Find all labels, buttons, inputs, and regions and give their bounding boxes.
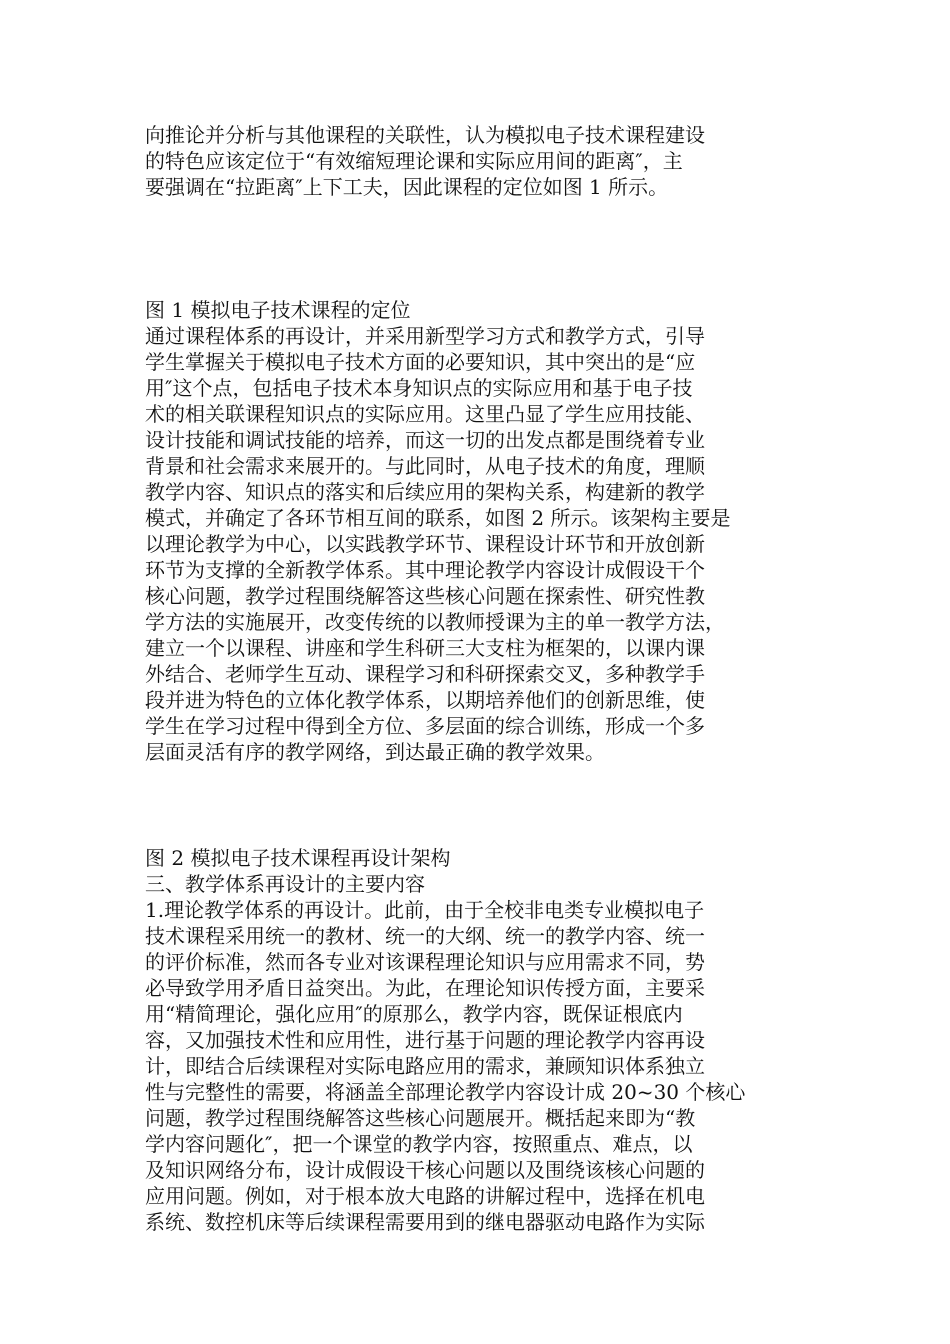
text-line: 核心问题，教学过程围绕解答这些核心问题在探索性、研究性教 xyxy=(145,584,705,608)
text-line: 的特色应该定位于“有效缩短理论课和实际应用间的距离″，主 xyxy=(145,149,683,173)
text-line: 层面灵活有序的教学网络，到达最正确的教学效果。 xyxy=(145,740,605,764)
text-line: 用″这个点，包括电子技术本身知识点的实际应用和基于电子技 xyxy=(145,376,693,400)
text-line: 背景和社会需求来展开的。与此同时，从电子技术的角度，理顺 xyxy=(145,454,705,478)
figure2-and-theory-section xyxy=(145,845,805,1235)
text-line: 问题，教学过程围绕解答这些核心问题展开。概括起来即为“教 xyxy=(145,1106,696,1130)
figure1-and-redesign-section xyxy=(145,297,805,765)
text-line: 用“精简理论，强化应用″的原那么，教学内容，既保证根底内 xyxy=(145,1002,683,1026)
text-line: 容，又加强技术性和应用性，进行基于问题的理论教学内容再设 xyxy=(145,1028,705,1052)
text-line: 性与完整性的需要，将涵盖全部理论教学内容设计成 20~30 个核心 xyxy=(145,1080,746,1104)
intro-paragraph xyxy=(145,122,805,200)
text-line: 应用问题。例如，对于根本放大电路的讲解过程中，选择在机电 xyxy=(145,1184,705,1208)
text-line: 的评价标准，然而各专业对该课程理论知识与应用需求不同，势 xyxy=(145,950,705,974)
text-line: 必导致学用矛盾日益突出。为此，在理论知识传授方面，主要采 xyxy=(145,976,705,1000)
text-line: 及知识网络分布，设计成假设干核心问题以及围绕该核心问题的 xyxy=(145,1158,705,1182)
text-line: 以理论教学为中心，以实践教学环节、课程设计环节和开放创新 xyxy=(145,532,705,556)
text-line: 通过课程体系的再设计，并采用新型学习方式和教学方式，引导 xyxy=(145,324,705,348)
text-line: 建立一个以课程、讲座和学生科研三大支柱为框架的，以课内课 xyxy=(145,636,705,660)
text-line: 教学内容、知识点的落实和后续应用的架构关系，构建新的教学 xyxy=(145,480,705,504)
text-line: 向推论并分析与其他课程的关联性，认为模拟电子技术课程建设 xyxy=(145,123,705,147)
text-line: 学方法的实施展开，改变传统的以教师授课为主的单一教学方法， xyxy=(145,610,725,634)
text-line: 学生在学习过程中得到全方位、多层面的综合训练，形成一个多 xyxy=(145,714,705,738)
text-line: 外结合、老师学生互动、课程学习和科研探索交叉，多种教学手 xyxy=(145,662,705,686)
text-line: 系统、数控机床等后续课程需要用到的继电器驱动电路作为实际 xyxy=(145,1210,705,1234)
text-line: 段并进为特色的立体化教学体系，以期培养他们的创新思维，使 xyxy=(145,688,705,712)
text-line: 1.理论教学体系的再设计。此前，由于全校非电类专业模拟电子 xyxy=(145,898,705,922)
section-heading: 三、教学体系再设计的主要内容 xyxy=(145,872,425,896)
text-line: 环节为支撑的全新教学体系。其中理论教学内容设计成假设干个 xyxy=(145,558,705,582)
text-line: 术的相关联课程知识点的实际应用。这里凸显了学生应用技能、 xyxy=(145,402,705,426)
figure1-caption: 图 1 模拟电子技术课程的定位 xyxy=(145,298,411,322)
text-line: 技术课程采用统一的教材、统一的大纲、统一的教学内容、统一 xyxy=(145,924,705,948)
text-line: 模式，并确定了各环节相互间的联系，如图 2 所示。该架构主要是 xyxy=(145,506,731,530)
figure2-caption: 图 2 模拟电子技术课程再设计架构 xyxy=(145,846,451,870)
text-line: 计，即结合后续课程对实际电路应用的需求，兼顾知识体系独立 xyxy=(145,1054,705,1078)
text-line: 设计技能和调试技能的培养，而这一切的出发点都是围绕着专业 xyxy=(145,428,705,452)
text-line: 学内容问题化″，把一个课堂的教学内容，按照重点、难点，以 xyxy=(145,1132,693,1156)
text-line: 要强调在“拉距离″上下工夫，因此课程的定位如图 1 所示。 xyxy=(145,175,669,199)
text-line: 学生掌握关于模拟电子技术方面的必要知识，其中突出的是“应 xyxy=(145,350,696,374)
